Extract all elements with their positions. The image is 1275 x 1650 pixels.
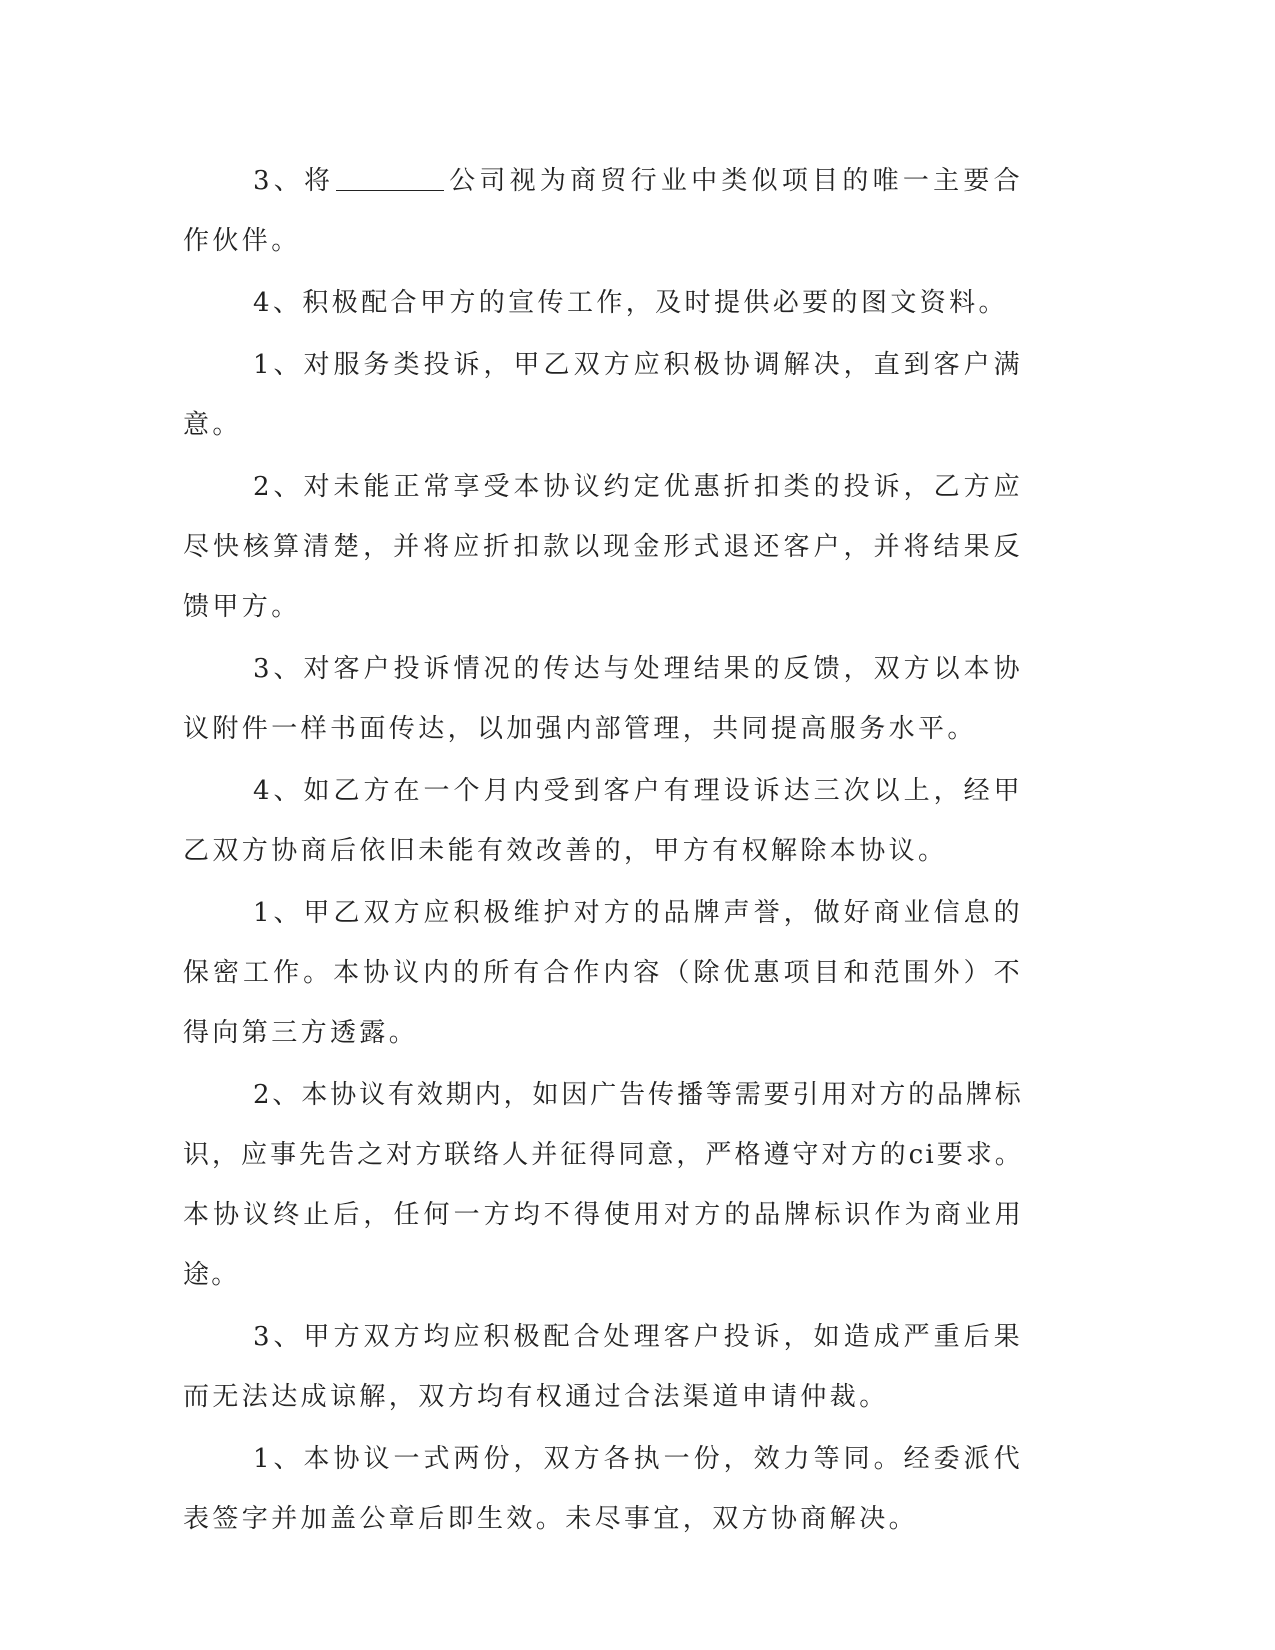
paragraph-9: 3、甲方双方均应积极配合处理客户投诉，如造成严重后果而无法达成谅解，双方均有权通过合法渠道申请仲裁。 (183, 1322, 1023, 1412)
paragraph-1-prefix: 3、将 (253, 166, 335, 196)
paragraph-7: 1、甲乙双方应积极维护对方的品牌声誉，做好商业信息的保密工作。本协议内的所有合作内容（除优惠项目和范围外）不得向第三方透露。 (183, 898, 1023, 1048)
paragraph-6: 4、如乙方在一个月内受到客户有理设诉达三次以上，经甲乙双方协商后依旧未能有效改善的，甲方有权解除本协议。 (183, 776, 1023, 866)
paragraph-2: 4、积极配合甲方的宣传工作，及时提供必要的图文资料。 (253, 288, 1008, 318)
paragraph-1-suffix: 公司视为商贸行业中类似项目的唯一主要合作伙伴。 (183, 166, 1023, 256)
paragraph-3: 1、对服务类投诉，甲乙双方应积极协调解决，直到客户满意。 (183, 350, 1023, 440)
paragraph-1 (183, 151, 1023, 271)
paragraph-10: 1、本协议一式两份，双方各执一份，效力等同。经委派代表签字并加盖公章后即生效。未尽事宜，双方协商解决。 (183, 1444, 1023, 1534)
paragraph-8: 2、本协议有效期内，如因广告传播等需要引用对方的品牌标识，应事先告之对方联络人并征得同意，严格遵守对方的ci要求。本协议终止后，任何一方均不得使用对方的品牌标识作为商业用途。 (183, 1080, 1023, 1290)
paragraph-5: 3、对客户投诉情况的传达与处理结果的反馈，双方以本协议附件一样书面传达，以加强内部管理，共同提高服务水平。 (183, 654, 1023, 744)
paragraph-4: 2、对未能正常享受本协议约定优惠折扣类的投诉，乙方应尽快核算清楚，并将应折扣款以现金形式退还客户，并将结果反馈甲方。 (183, 472, 1023, 622)
fill-in-blank (336, 164, 444, 191)
document-page (183, 151, 1023, 1551)
